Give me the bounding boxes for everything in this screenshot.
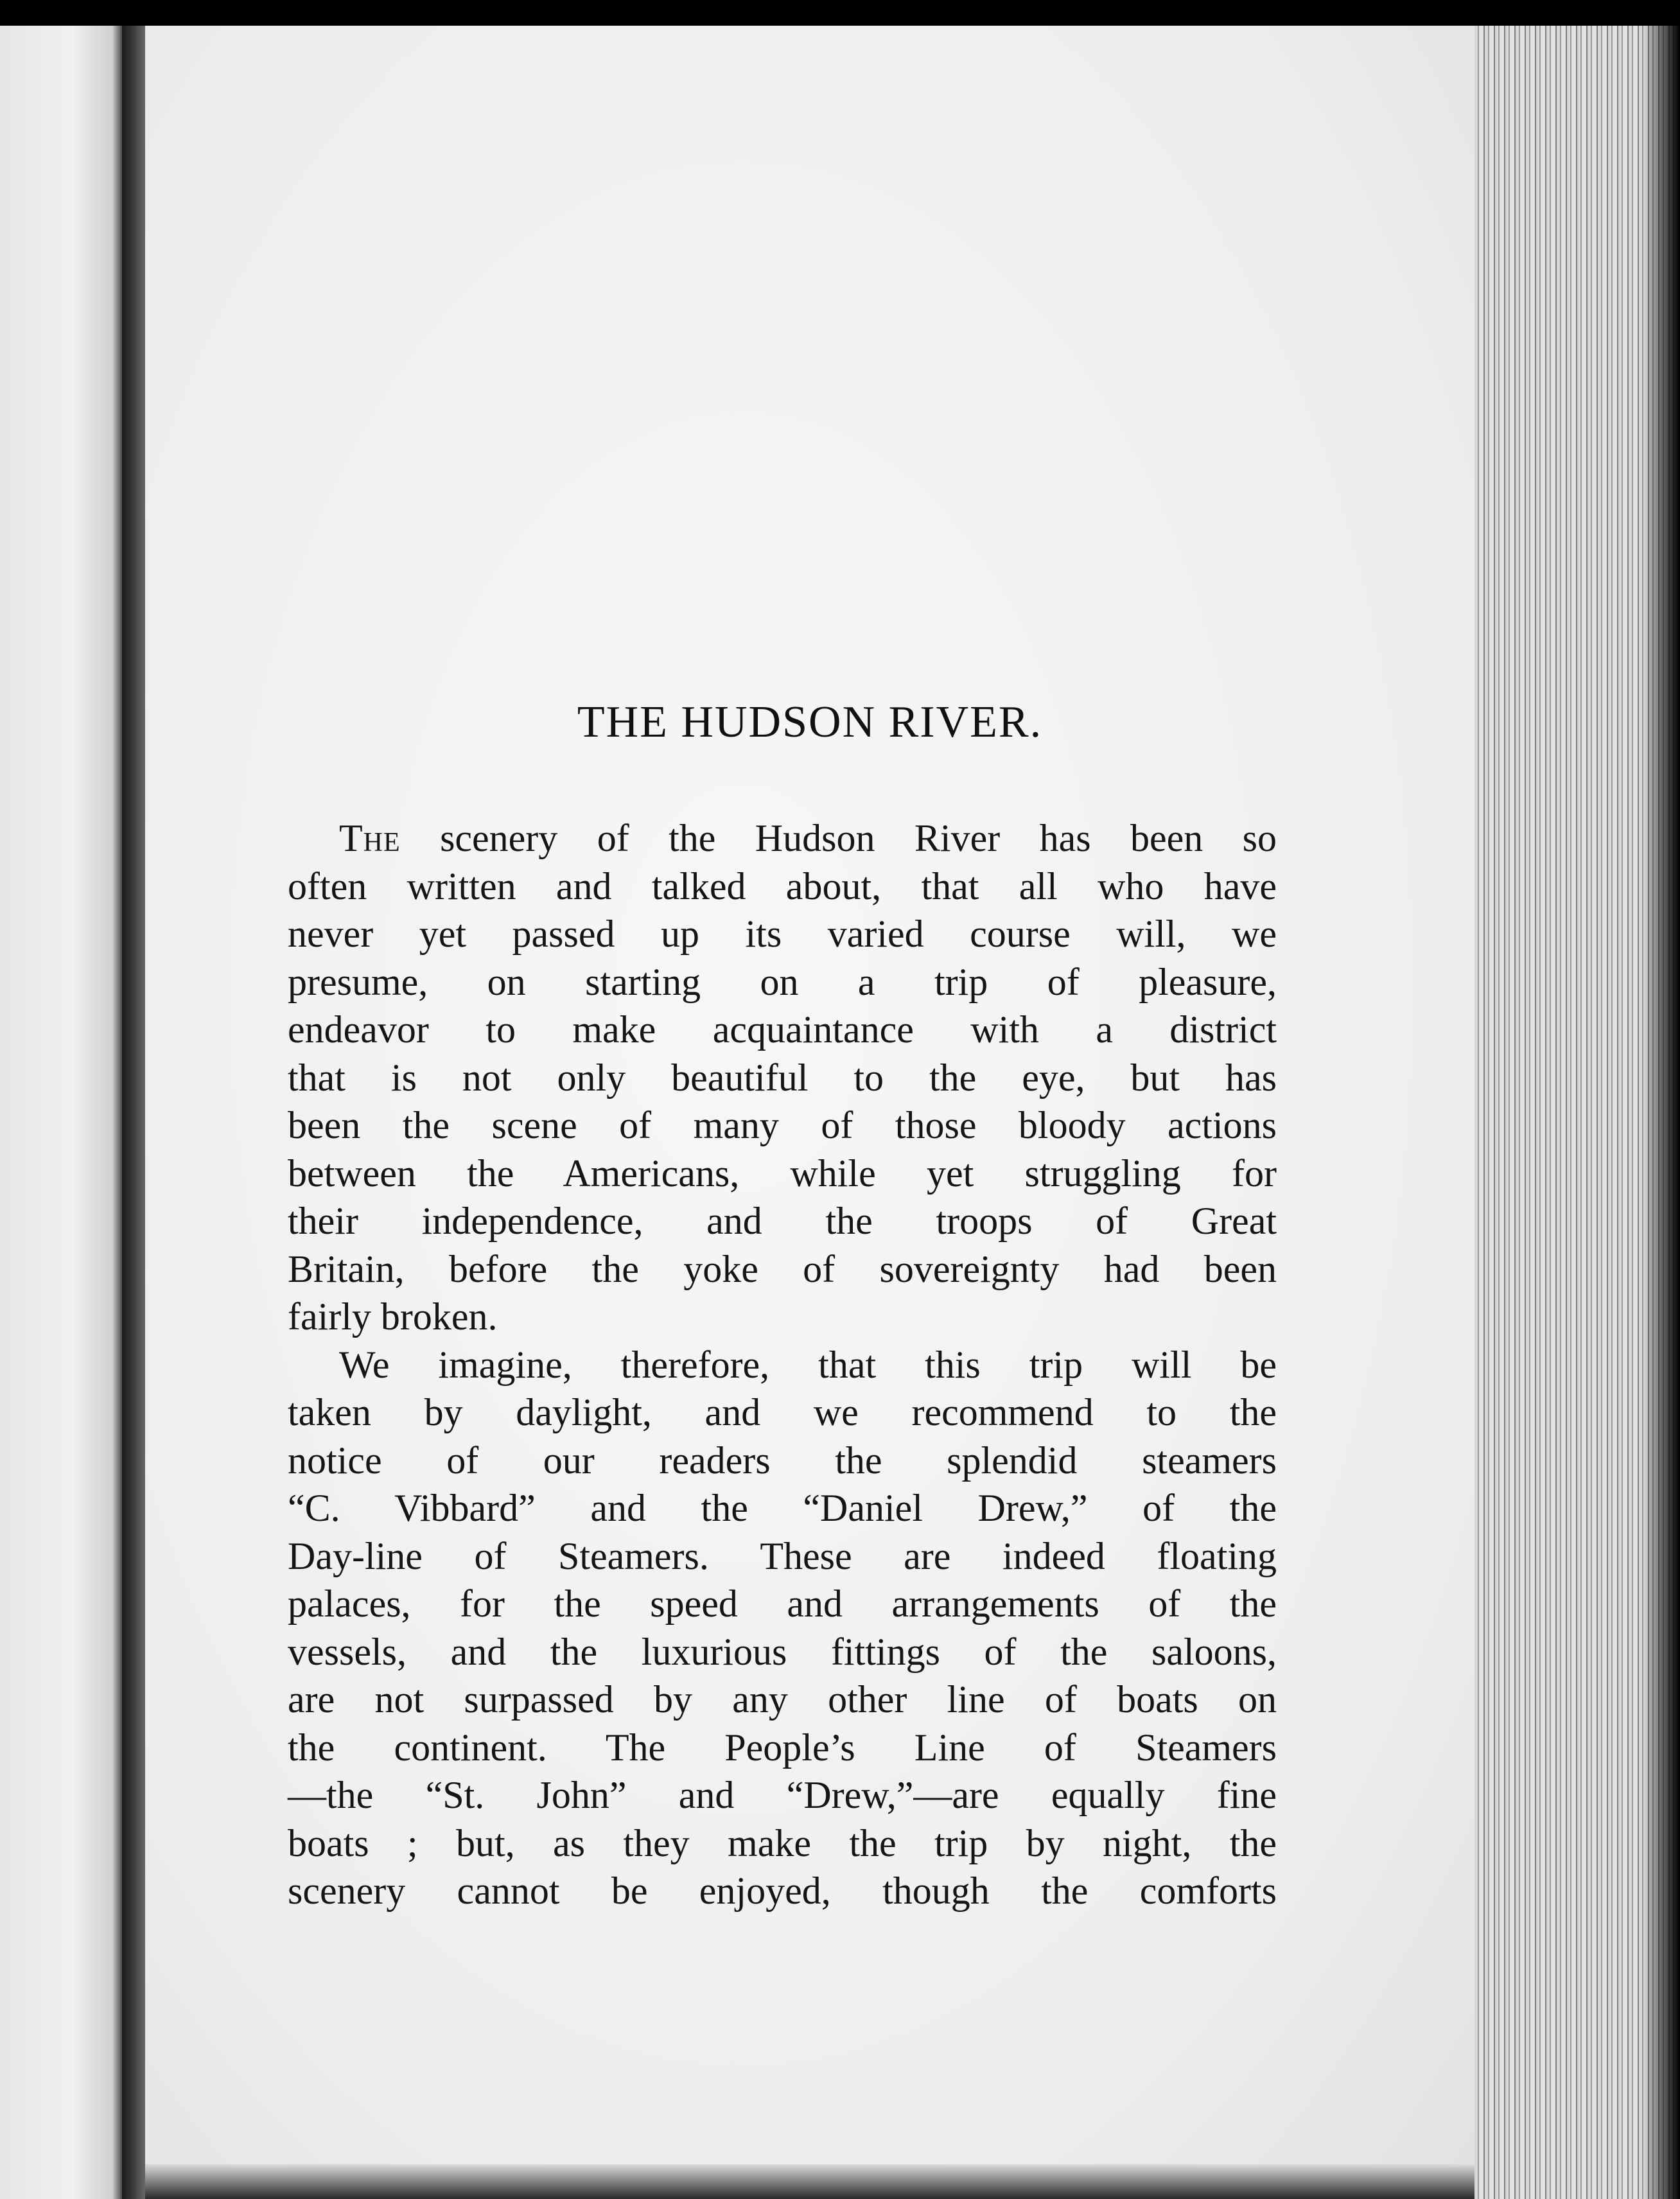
paragraph-2-line-10: —the “St. John” and “Drew,”—are equally fine	[288, 1774, 1277, 1816]
body-text	[288, 814, 1277, 1915]
paragraph-1-line-3: never yet passed up its varied course will, we	[288, 913, 1277, 955]
paragraph-1-line-10: Britain, before the yoke of sovereignty had been	[288, 1247, 1277, 1290]
left-page-edge	[0, 26, 122, 2199]
paragraph-2-line-5: Day-line of Steamers. These are indeed floating	[288, 1534, 1277, 1577]
chapter-title: THE HUDSON RIVER.	[577, 697, 1043, 747]
paragraph-2-line-4: “C. Vibbard” and the “Daniel Drew,” of the	[288, 1487, 1277, 1529]
bottom-shadow	[145, 2164, 1474, 2199]
paragraph-1-line-7: been the scene of many of those bloody actions	[288, 1104, 1277, 1146]
paragraph-2-line-7: vessels, and the luxurious fittings of the saloons,	[288, 1630, 1277, 1673]
lead-word: The	[339, 817, 401, 859]
paragraph-2-line-6: palaces, for the speed and arrangements of the	[288, 1582, 1277, 1625]
paragraph-1-line-1	[288, 814, 1277, 863]
paragraph-2-line-8: are not surpassed by any other line of boats on	[288, 1678, 1277, 1721]
paragraph-2-line-9: the continent. The People’s Line of Steamers	[288, 1726, 1277, 1769]
paragraph-1-line-6: that is not only beautiful to the eye, but has	[288, 1056, 1277, 1099]
paragraph-2-line-3: notice of our readers the splendid steamers	[288, 1439, 1277, 1482]
paragraph-2-line-1: We imagine, therefore, that this trip will be	[339, 1343, 1277, 1386]
paragraph-1-line-4: presume, on starting on a trip of pleasure,	[288, 960, 1277, 1003]
paragraph-1-line-11: fairly broken.	[288, 1295, 498, 1338]
page-stack-edges	[1474, 26, 1680, 2199]
paragraph-1-line-5: endeavor to make acquaintance with a district	[288, 1008, 1277, 1051]
paragraph-2-line-12: scenery cannot be enjoyed, though the comforts	[288, 1870, 1277, 1912]
paragraph-1-line-1-text: scenery of the Hudson River has been so	[440, 817, 1277, 859]
paragraph-2-line-2: taken by daylight, and we recommend to the	[288, 1391, 1277, 1433]
paragraph-2-line-11: boats ; but, as they make the trip by night, the	[288, 1821, 1277, 1864]
paragraph-1-line-8: between the Americans, while yet struggling for	[288, 1152, 1277, 1195]
paragraph-1-line-2: often written and talked about, that all who have	[288, 864, 1277, 907]
paragraph-1-line-9: their independence, and the troops of Great	[288, 1200, 1277, 1242]
